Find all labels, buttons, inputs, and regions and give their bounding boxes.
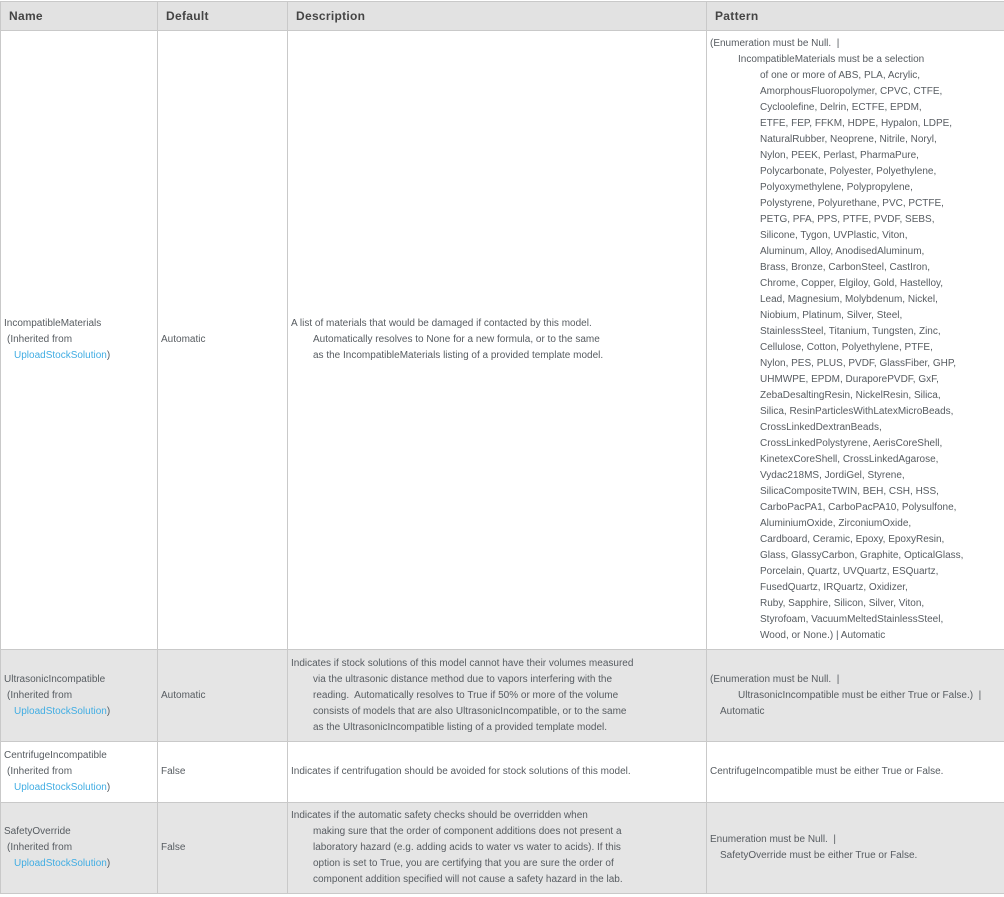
table-row-safetyoverride [1,803,1004,894]
header-name: Name [1,2,158,31]
text-line: Styrofoam, VacuumMeltedStainlessSteel, [760,614,944,625]
text-line: UHMWPE, EPDM, DuraporePVDF, GxF, [760,374,939,385]
text-line: A list of materials that would be damaged if contacted by this model. [291,318,592,329]
text-line: KinetexCoreShell, CrossLinkedAgarose, [760,454,939,465]
inherited-source-line [4,704,154,720]
pattern-cell [707,742,1004,803]
text-line: Cellulose, Cotton, Polyethylene, PTFE, [760,342,933,353]
text-line: StainlessSteel, Titanium, Tungsten, Zinc, [760,326,941,337]
description-cell [288,650,707,742]
pattern-cell [707,31,1004,650]
text-line: CrossLinkedDextranBeads, [760,422,882,433]
inherited-from-text: (Inherited from [7,689,73,701]
text-line: Automatically resolves to None for a new formula, or to the same [313,334,600,345]
text-line: NaturalRubber, Neoprene, Nitrile, Noryl, [760,134,937,145]
text-line: AmorphousFluoropolymer, CPVC, CTFE, [760,86,943,97]
name-cell [1,31,158,650]
text-line: Indicates if stock solutions of this model cannot have their volumes measured [291,657,634,669]
text-line: making sure that the order of component additions does not present a [313,826,622,837]
text-line: (Enumeration must be Null. | [710,38,840,49]
text-line: FusedQuartz, IRQuartz, Oxidizer, [760,582,908,593]
default-value: False [158,742,288,803]
text-line: Cardboard, Ceramic, Epoxy, EpoxyResin, [760,534,945,545]
options-documentation-table [0,1,1004,894]
header-pattern: Pattern [707,2,1004,31]
inherited-from-text: (Inherited from [7,766,73,777]
text-line: Automatic [720,705,765,717]
name-cell [1,650,158,742]
text-line: CentrifugeIncompatible must be either True or False. [710,766,944,777]
table-row-incompatiblematerials [1,31,1004,650]
text-line: ETFE, FEP, FFKM, HDPE, Hypalon, LDPE, [760,118,953,129]
closing-paren: ) [106,858,111,869]
text-line: Enumeration must be Null. | [710,834,836,845]
text-line: Indicates if centrifugation should be avoided for stock solutions of this model. [291,766,631,777]
closing-paren: ) [106,350,111,361]
text-line: Nylon, PEEK, Perlast, PharmaPure, [760,150,919,161]
option-name: CentrifugeIncompatible [4,750,107,761]
upload-stock-solution-link[interactable]: UploadStockSolution [14,350,107,361]
header-default: Default [158,2,288,31]
description-cell [288,803,707,894]
default-value: Automatic [158,650,288,742]
option-name: SafetyOverride [4,826,71,837]
text-line: Vydac218MS, JordiGel, Styrene, [760,470,905,481]
text-line: Brass, Bronze, CarbonSteel, CastIron, [760,262,931,273]
text-line: component addition specified will not cause a safety hazard in the lab. [313,874,623,885]
text-line: Porcelain, Quartz, UVQuartz, ESQuartz, [760,566,939,577]
text-line: Silica, ResinParticlesWithLatexMicroBeads, [760,406,954,417]
text-line: as the UltrasonicIncompatible listing of a provided template model. [313,721,608,733]
text-line: Cycloolefine, Delrin, ECTFE, EPDM, [760,102,922,113]
text-line: via the ultrasonic distance method due to vapors interfering with the [313,673,613,685]
inherited-source-line [4,856,154,872]
text-line: PETG, PFA, PPS, PTFE, PVDF, SEBS, [760,214,935,225]
text-line: (Enumeration must be Null. | [710,673,840,685]
table-row-centrifugeincompatible [1,742,1004,803]
header-row [1,2,1004,31]
text-line: of one or more of ABS, PLA, Acrylic, [760,70,921,81]
text-line: Lead, Magnesium, Molybdenum, Nickel, [760,294,938,305]
upload-stock-solution-link[interactable]: UploadStockSolution [14,858,107,869]
name-cell [1,742,158,803]
default-value: False [158,803,288,894]
inherited-from-text: (Inherited from [7,842,73,853]
header-description: Description [288,2,707,31]
text-line: ZebaDesaltingResin, NickelResin, Silica, [760,390,941,401]
text-line: consists of models that are also UltrasonicIncompatible, or to the same [313,705,627,717]
closing-paren: ) [106,705,111,717]
closing-paren: ) [106,782,111,793]
default-value: Automatic [158,31,288,650]
text-line: Glass, GlassyCarbon, Graphite, OpticalGlass, [760,550,964,561]
text-line: AluminiumOxide, ZirconiumOxide, [760,518,912,529]
text-line: Niobium, Platinum, Silver, Steel, [760,310,903,321]
inherited-from-text: (Inherited from [7,334,73,345]
pattern-cell [707,803,1004,894]
text-line: Nylon, PES, PLUS, PVDF, GlassFiber, GHP, [760,358,956,369]
text-line: IncompatibleMaterials must be a selection [738,54,925,65]
text-line: Polycarbonate, Polyester, Polyethylene, [760,166,937,177]
text-line: reading. Automatically resolves to True if 50% or more of the volume [313,689,619,701]
pattern-cell [707,650,1004,742]
table-row-ultrasonicincompatible [1,650,1004,742]
description-cell [288,742,707,803]
text-line: Ruby, Sapphire, Silicon, Silver, Viton, [760,598,925,609]
text-line: SilicaCompositeTWIN, BEH, CSH, HSS, [760,486,939,497]
text-line: Indicates if the automatic safety checks should be overridden when [291,810,588,821]
text-line: Chrome, Copper, Elgiloy, Gold, Hastelloy, [760,278,944,289]
description-cell [288,31,707,650]
inherited-source-line [4,780,154,796]
text-line: Polyoxymethylene, Polypropylene, [760,182,913,193]
text-line: SafetyOverride must be either True or False. [720,850,918,861]
text-line: Silicone, Tygon, UVPlastic, Viton, [760,230,908,241]
option-name: IncompatibleMaterials [4,318,102,329]
text-line: Polystyrene, Polyurethane, PVC, PCTFE, [760,198,944,209]
inherited-source-line [4,348,154,364]
text-line: CrossLinkedPolystyrene, AerisCoreShell, [760,438,943,449]
option-name: UltrasonicIncompatible [4,673,106,685]
name-cell [1,803,158,894]
text-line: CarboPacPA1, CarboPacPA10, Polysulfone, [760,502,957,513]
text-line: as the IncompatibleMaterials listing of a provided template model. [313,350,604,361]
text-line: Wood, or None.) | Automatic [760,630,886,641]
text-line: option is set to True, you are certifying that you are sure the order of [313,858,614,869]
text-line: UltrasonicIncompatible must be either True or False.) | [738,689,982,701]
upload-stock-solution-link[interactable]: UploadStockSolution [14,782,107,793]
upload-stock-solution-link[interactable]: UploadStockSolution [14,705,107,717]
text-line: laboratory hazard (e.g. adding acids to water vs water to acids). If this [313,842,621,853]
text-line: Aluminum, Alloy, AnodisedAluminum, [760,246,925,257]
